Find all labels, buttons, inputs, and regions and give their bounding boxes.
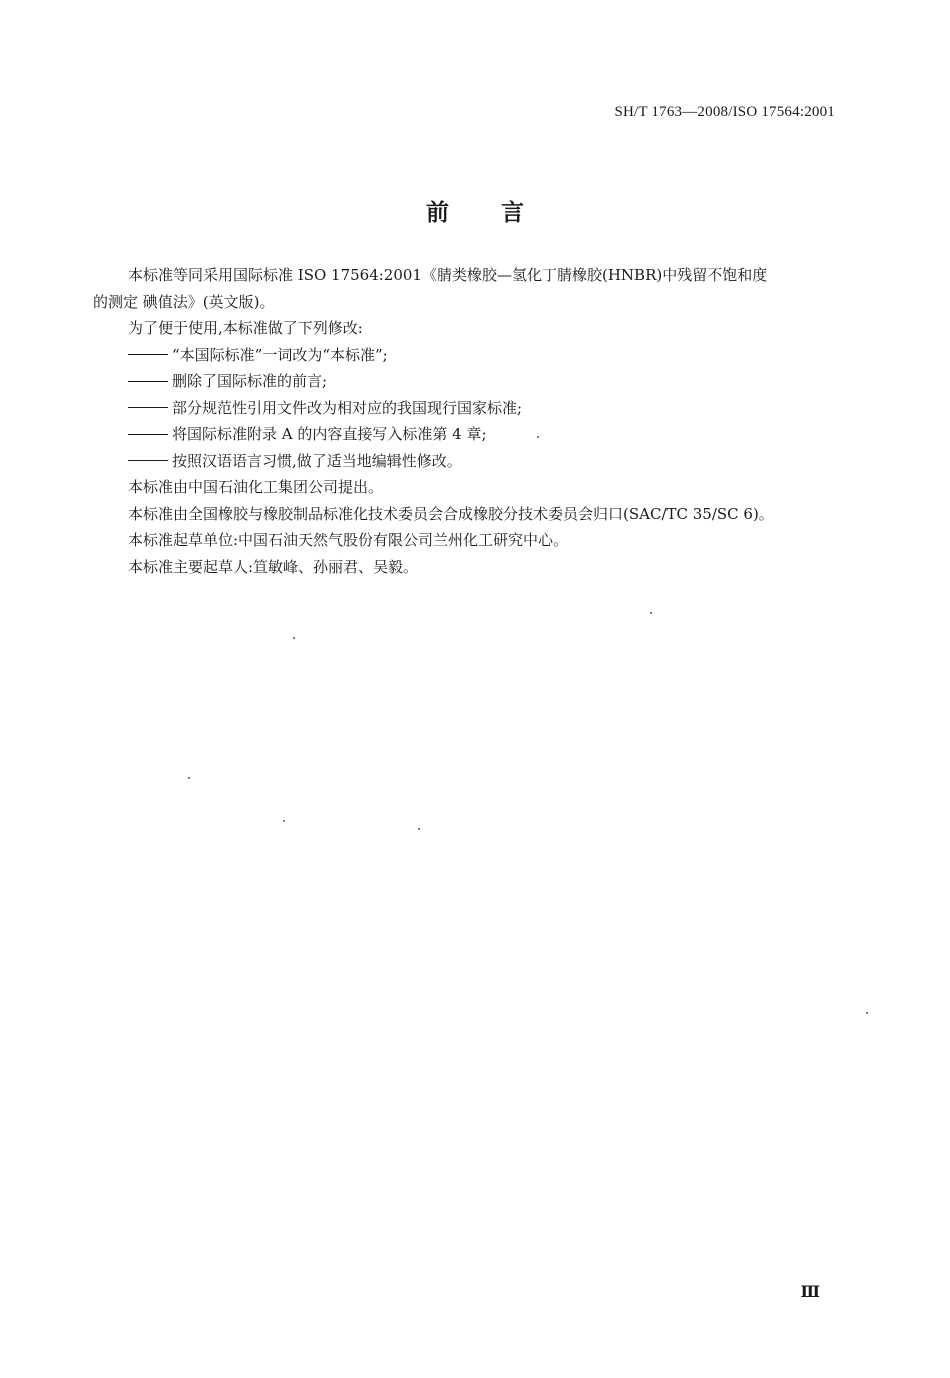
list-item-change xyxy=(93,368,853,395)
scan-speck xyxy=(866,1012,868,1014)
change-text: “本国际标准”一词改为“本标准”; xyxy=(172,345,388,364)
page-title: 前言 xyxy=(426,200,576,226)
page-number: Ⅲ xyxy=(800,1284,820,1301)
list-item-change xyxy=(93,395,853,422)
change-text: 删除了国际标准的前言; xyxy=(172,372,328,390)
scan-speck xyxy=(188,777,190,779)
paragraph-drafters: 本标准主要起草人:笪敏峰、孙丽君、吴毅。 xyxy=(128,557,419,576)
paragraph-committee: 本标准由全国橡胶与橡胶制品标准化技术委员会合成橡胶分技术委员会归口(SAC/TC 35/SC 6)。 xyxy=(128,504,774,523)
em-dash-marker xyxy=(128,434,168,435)
change-text: 按照汉语语言习惯,做了适当地编辑性修改。 xyxy=(172,451,462,470)
standard-code: SH/T 1763—2008/ISO 17564:2001 xyxy=(614,104,835,120)
list-item-change xyxy=(93,421,853,448)
change-text: 将国际标准附录 A 的内容直接写入标准第 4 章; xyxy=(172,425,487,443)
paragraph-adoption-line2: 的测定 碘值法》(英文版)。 xyxy=(93,292,275,311)
list-item-change xyxy=(93,342,853,369)
scan-speck xyxy=(283,820,285,822)
paragraph-adoption-line1: 本标准等同采用国际标准 ISO 17564:2001《腈类橡胶—氢化丁腈橡胶(HNBR)中残留不饱和度 xyxy=(128,266,768,284)
paragraph-modifications-intro: 为了便于使用,本标准做了下列修改: xyxy=(128,319,363,337)
em-dash-marker xyxy=(128,354,168,355)
list-item-change xyxy=(93,448,853,475)
em-dash-marker xyxy=(128,407,168,408)
change-text: 部分规范性引用文件改为相对应的我国现行国家标准; xyxy=(172,398,523,417)
foreword-body xyxy=(93,262,853,580)
scan-speck xyxy=(293,637,295,639)
em-dash-marker xyxy=(128,381,168,382)
paragraph-drafting-unit: 本标准起草单位:中国石油天然气股份有限公司兰州化工研究中心。 xyxy=(128,531,569,549)
scan-speck xyxy=(537,436,539,438)
em-dash-marker xyxy=(128,460,168,461)
scan-speck xyxy=(650,612,652,614)
scan-speck xyxy=(418,828,420,830)
paragraph-proposer: 本标准由中国石油化工集团公司提出。 xyxy=(128,478,384,496)
